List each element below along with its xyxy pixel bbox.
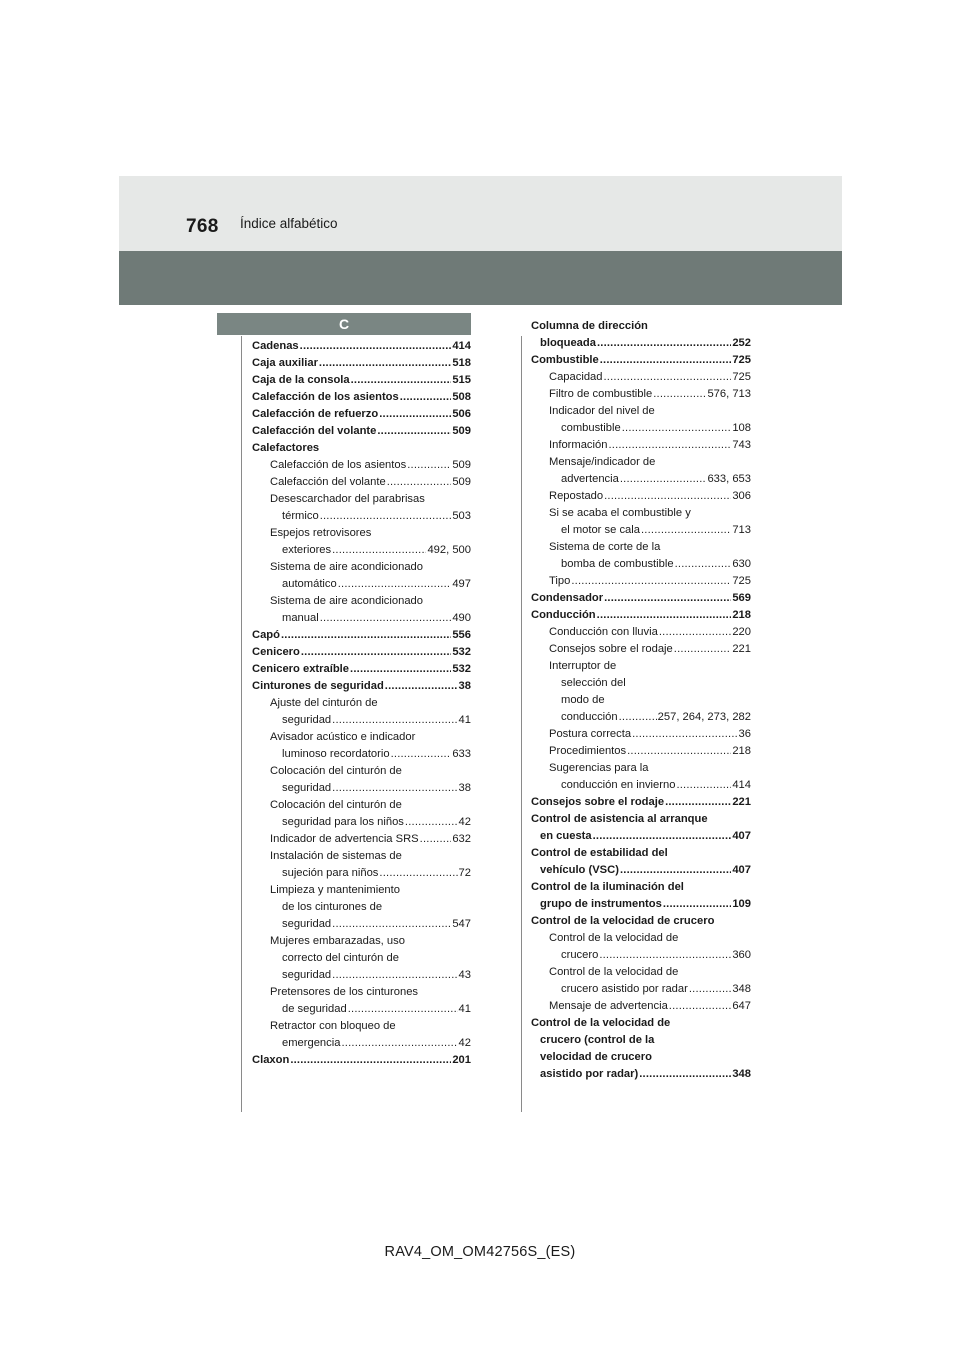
index-entry-text: Mensaje/indicador de (549, 456, 656, 468)
index-entry-text: Si se acaba el combustible y (549, 507, 691, 519)
index-entry-text: Mujeres embarazadas, uso (270, 935, 405, 947)
dot-leader (387, 474, 452, 491)
index-entry (531, 1049, 751, 1066)
index-entry-text: Control de la velocidad de crucero (531, 915, 715, 927)
index-entry-page: 43 (458, 969, 471, 981)
index-entry-page: 569 (732, 592, 751, 604)
index-entry (252, 508, 471, 525)
index-entry-page: 492, 500 (427, 544, 471, 556)
dot-leader (689, 981, 731, 998)
index-entry-text: Calefacción del volante (270, 476, 386, 488)
index-entry-page: 41 (458, 1003, 471, 1015)
index-entry-text: Claxon (252, 1054, 290, 1066)
index-entry-page: 743 (732, 439, 751, 451)
index-entry-text: Caja de la consola (252, 374, 350, 386)
index-entry-text: Calefacción de los asientos (252, 391, 399, 403)
dot-leader (669, 998, 732, 1015)
dot-leader (627, 743, 731, 760)
page-number: 768 (186, 216, 219, 237)
index-entry-text: Cinturones de seguridad (252, 680, 384, 692)
index-entry-text: Interruptor de (549, 660, 617, 672)
index-letter-tab: C (217, 313, 471, 335)
index-entry-page: 497 (452, 578, 471, 590)
dot-leader (593, 828, 732, 845)
dot-leader (300, 338, 452, 355)
index-entry (531, 573, 751, 590)
dot-leader (332, 712, 457, 729)
index-entry-page: 515 (452, 374, 471, 386)
index-entry-page: 42 (458, 1037, 471, 1049)
index-entry-text: Consejos sobre el rodaje (549, 643, 673, 655)
index-entry-text: emergencia (282, 1037, 341, 1049)
index-entry-page: 647 (732, 1000, 751, 1012)
index-entry (531, 420, 751, 437)
index-entry-page: 633, 653 (707, 473, 751, 485)
index-entry-page: 725 (732, 575, 751, 587)
dot-leader (351, 372, 452, 389)
index-entry-text: seguridad (282, 969, 332, 981)
index-entry (531, 981, 751, 998)
index-entry-text: térmico (282, 510, 319, 522)
index-entry-text: seguridad (282, 714, 332, 726)
index-entry (252, 865, 471, 882)
index-entry-page: 509 (452, 425, 471, 437)
dot-leader (405, 814, 458, 831)
index-entry-text: Tipo (549, 575, 571, 587)
index-entry-text: conducción (561, 711, 618, 723)
index-entry-text: automático (282, 578, 337, 590)
index-entry (531, 454, 751, 471)
index-entry-page: 713 (732, 524, 751, 536)
index-entry (531, 1015, 751, 1032)
dot-leader (608, 437, 731, 454)
index-entry (531, 964, 751, 981)
dot-leader (290, 1052, 451, 1069)
index-entry (531, 318, 751, 335)
dot-leader (600, 352, 732, 369)
dot-leader (604, 369, 732, 386)
index-entry (531, 556, 751, 573)
index-entry-text: bomba de combustible (561, 558, 674, 570)
index-entry (252, 372, 471, 389)
index-entry-page: 218 (732, 745, 751, 757)
index-entry-text: Columna de dirección (531, 320, 648, 332)
index-entry-page: 633 (452, 748, 471, 760)
index-entry-text: seguridad (282, 918, 332, 930)
dot-leader (320, 508, 452, 525)
index-entry (252, 457, 471, 474)
index-entry-text: luminoso recordatorio (282, 748, 390, 760)
index-entry-text: Mensaje de advertencia (549, 1000, 668, 1012)
index-entry-page: 632 (452, 833, 471, 845)
index-entry-text: Control de la velocidad de (549, 932, 679, 944)
index-entry-text: Indicador de advertencia SRS (270, 833, 419, 845)
index-entry (531, 641, 751, 658)
index-entry-text: el motor se cala (561, 524, 640, 536)
index-entry (252, 355, 471, 372)
index-entry-page: 509 (452, 459, 471, 471)
index-entry-page: 257, 264, 273, 282 (657, 711, 751, 723)
index-entry-text: seguridad para los niños (282, 816, 404, 828)
index-entry (252, 984, 471, 1001)
index-entry-text: grupo de instrumentos (540, 898, 662, 910)
index-entry-text: Espejos retrovisores (270, 527, 372, 539)
index-entry (531, 998, 751, 1015)
index-entry (531, 692, 751, 709)
dot-leader (604, 590, 731, 607)
dot-leader (641, 522, 731, 539)
dot-leader (400, 389, 452, 406)
index-entry (531, 726, 751, 743)
index-entry-page: 503 (452, 510, 471, 522)
dot-leader (665, 794, 731, 811)
column-divider-left (241, 336, 242, 1112)
index-entry-text: bloqueada (540, 337, 596, 349)
index-entry-text: Control de la velocidad de (531, 1017, 671, 1029)
index-entry (531, 488, 751, 505)
index-entry-page: 348 (732, 1068, 751, 1080)
dot-leader (281, 627, 451, 644)
index-entry (531, 930, 751, 947)
index-entry-text: modo de (561, 694, 605, 706)
index-entry (531, 828, 751, 845)
index-entry-page: 218 (732, 609, 751, 621)
index-entry-text: Ajuste del cinturón de (270, 697, 378, 709)
index-entry-text: Caja auxiliar (252, 357, 318, 369)
column-divider-right (521, 336, 522, 1112)
index-entry-text: advertencia (561, 473, 619, 485)
index-entry-text: Capó (252, 629, 280, 641)
index-entry-page: 108 (732, 422, 751, 434)
index-entry-text: seguridad (282, 782, 332, 794)
index-entry (252, 831, 471, 848)
dot-leader (341, 1035, 457, 1052)
index-entry-text: crucero (control de la (540, 1034, 655, 1046)
index-entry-page: 38 (458, 680, 471, 692)
dot-leader (319, 355, 451, 372)
index-entry (531, 403, 751, 420)
index-entry (252, 1052, 471, 1069)
index-entry-page: 506 (452, 408, 471, 420)
index-entry (531, 539, 751, 556)
index-entry-page: 508 (452, 391, 471, 403)
index-entry-text: Avisador acústico e indicador (270, 731, 416, 743)
index-entry-text: velocidad de crucero (540, 1051, 652, 1063)
dot-leader (338, 576, 452, 593)
dot-leader (348, 1001, 458, 1018)
index-entry-page: 407 (732, 830, 751, 842)
index-entry (252, 797, 471, 814)
index-entry (252, 916, 471, 933)
dot-leader (379, 865, 457, 882)
index-entry-text: conducción en invierno (561, 779, 676, 791)
dot-leader (639, 1066, 731, 1083)
dot-leader (332, 542, 426, 559)
dot-leader (676, 777, 731, 794)
index-entry-text: Pretensores de los cinturones (270, 986, 419, 998)
index-entry-text: Sugerencias para la (549, 762, 649, 774)
index-entry (531, 352, 751, 369)
index-entry (252, 1001, 471, 1018)
index-entry-text: crucero (561, 949, 599, 961)
index-entry-page: 72 (458, 867, 471, 879)
index-entry (252, 899, 471, 916)
index-entry (531, 590, 751, 607)
index-entry (252, 780, 471, 797)
index-entry (531, 607, 751, 624)
index-entry (252, 848, 471, 865)
index-entry-page: 41 (458, 714, 471, 726)
index-entry-page: 306 (732, 490, 751, 502)
index-entry (531, 675, 751, 692)
index-entry (531, 743, 751, 760)
index-entry (252, 627, 471, 644)
index-entry (531, 811, 751, 828)
index-entry-page: 532 (452, 663, 471, 675)
index-entry-page: 414 (452, 340, 471, 352)
index-entry (531, 947, 751, 964)
index-entry-page: 556 (452, 629, 471, 641)
dot-leader (597, 607, 732, 624)
index-entry (252, 389, 471, 406)
index-entry-page: 221 (732, 796, 751, 808)
dot-leader (620, 471, 707, 488)
index-entry (531, 777, 751, 794)
dot-leader (571, 573, 731, 590)
dot-leader (301, 644, 451, 661)
index-entry-text: vehículo (VSC) (540, 864, 619, 876)
index-entry (531, 709, 751, 726)
index-entry-text: Limpieza y mantenimiento (270, 884, 400, 896)
footer-code: RAV4_OM_OM42756S_(ES) (384, 1244, 576, 1260)
index-entry-text: Conducción con lluvia (549, 626, 658, 638)
index-entry (531, 658, 751, 675)
index-entry (252, 559, 471, 576)
index-entry-text: Control de la velocidad de (549, 966, 679, 978)
index-entry (531, 335, 751, 352)
index-entry (252, 661, 471, 678)
index-entry-text: selección del (561, 677, 626, 689)
index-entry (252, 933, 471, 950)
index-entry-text: sujeción para niños (282, 867, 379, 879)
index-entry (531, 522, 751, 539)
index-entry-text: Cenicero (252, 646, 300, 658)
index-entry-text: Control de asistencia al arranque (531, 813, 708, 825)
index-entry-page: 490 (452, 612, 471, 624)
index-entry (531, 1066, 751, 1083)
dot-leader (332, 780, 457, 797)
index-entry-text: Cadenas (252, 340, 299, 352)
dot-leader (659, 624, 731, 641)
dot-leader (675, 556, 732, 573)
index-entry (252, 695, 471, 712)
dot-leader (619, 709, 657, 726)
dot-leader (599, 947, 731, 964)
index-entry (531, 437, 751, 454)
dot-leader (622, 420, 732, 437)
index-entry-page: 42 (458, 816, 471, 828)
index-entry-text: de seguridad (282, 1003, 347, 1015)
index-entry-page: 518 (452, 357, 471, 369)
index-entry (531, 505, 751, 522)
index-entry (531, 624, 751, 641)
index-entry (531, 845, 751, 862)
index-entry (252, 542, 471, 559)
dot-leader (632, 726, 737, 743)
index-entry (252, 712, 471, 729)
index-entry (252, 814, 471, 831)
index-entry-page: 36 (738, 728, 751, 740)
index-entry-text: Retractor con bloqueo de (270, 1020, 396, 1032)
section-title: Índice alfabético (240, 216, 338, 231)
index-entry-text: Sistema de corte de la (549, 541, 661, 553)
index-entry-text: Sistema de aire acondicionado (270, 561, 423, 573)
index-entry-text: Filtro de combustible (549, 388, 653, 400)
index-entry (252, 576, 471, 593)
index-entry-text: Postura correcta (549, 728, 632, 740)
index-entry-text: Instalación de sistemas de (270, 850, 402, 862)
index-entry-page: 38 (458, 782, 471, 794)
index-entry (252, 474, 471, 491)
index-column-left (252, 338, 471, 1069)
index-entry (531, 879, 751, 896)
index-entry-text: Combustible (531, 354, 599, 366)
index-entry-page: 252 (732, 337, 751, 349)
index-entry-page: 630 (732, 558, 751, 570)
dot-leader (350, 661, 451, 678)
index-entry-page: 725 (732, 371, 751, 383)
index-entry-page: 360 (732, 949, 751, 961)
index-entry-text: Sistema de aire acondicionado (270, 595, 423, 607)
index-entry (252, 950, 471, 967)
index-entry-text: Control de la iluminación del (531, 881, 684, 893)
dot-leader (391, 746, 452, 763)
index-entry-text: Consejos sobre el rodaje (531, 796, 665, 808)
index-entry (252, 440, 471, 457)
dot-leader (377, 423, 451, 440)
index-entry-text: Desescarchador del parabrisas (270, 493, 425, 505)
index-entry (252, 729, 471, 746)
index-entry-text: Condensador (531, 592, 604, 604)
dot-leader (597, 335, 731, 352)
index-entry (252, 491, 471, 508)
index-entry-text: Cenicero extraíble (252, 663, 350, 675)
dot-leader (379, 406, 451, 423)
index-entry-text: en cuesta (540, 830, 592, 842)
index-entry (531, 1032, 751, 1049)
dot-leader (332, 916, 451, 933)
index-entry (252, 406, 471, 423)
index-entry-text: correcto del cinturón de (282, 952, 399, 964)
index-entry-text: exteriores (282, 544, 332, 556)
index-entry-page: 532 (452, 646, 471, 658)
index-entry-page: 109 (732, 898, 751, 910)
index-entry (252, 967, 471, 984)
index-entry-text: Repostado (549, 490, 604, 502)
index-entry-page: 547 (452, 918, 471, 930)
index-entry-text: combustible (561, 422, 621, 434)
index-entry (531, 896, 751, 913)
index-entry (531, 369, 751, 386)
index-entry (531, 913, 751, 930)
index-entry (531, 794, 751, 811)
index-entry (252, 423, 471, 440)
index-entry (252, 610, 471, 627)
index-entry (252, 746, 471, 763)
index-entry-text: Calefacción de los asientos (270, 459, 407, 471)
dot-leader (674, 641, 732, 658)
dot-leader (620, 862, 731, 879)
index-entry-page: 348 (732, 983, 751, 995)
index-entry-text: Calefacción de refuerzo (252, 408, 379, 420)
index-entry (531, 862, 751, 879)
index-entry-text: Procedimientos (549, 745, 627, 757)
index-entry-page: 509 (452, 476, 471, 488)
index-entry (252, 1018, 471, 1035)
index-entry-text: Control de estabilidad del (531, 847, 668, 859)
dot-leader (332, 967, 457, 984)
dot-leader (407, 457, 451, 474)
index-entry-page: 407 (732, 864, 751, 876)
dot-leader (663, 896, 732, 913)
index-entry (531, 386, 751, 403)
index-entry-page: 220 (732, 626, 751, 638)
index-entry (252, 1035, 471, 1052)
dot-leader (604, 488, 731, 505)
index-entry-page: 221 (732, 643, 751, 655)
index-entry-text: Calefacción del volante (252, 425, 377, 437)
index-entry-text: asistido por radar) (540, 1068, 639, 1080)
index-entry (252, 882, 471, 899)
index-column-right (531, 318, 751, 1083)
index-entry-text: Indicador del nivel de (549, 405, 655, 417)
index-entry (252, 338, 471, 355)
index-entry-text: manual (282, 612, 319, 624)
dot-leader (320, 610, 452, 627)
dot-leader (653, 386, 706, 403)
index-entry (252, 593, 471, 610)
header-dark-bar (119, 251, 842, 305)
index-entry (531, 760, 751, 777)
index-entry-text: Información (549, 439, 608, 451)
index-entry-text: Capacidad (549, 371, 603, 383)
index-entry-page: 201 (452, 1054, 471, 1066)
index-entry-text: Calefactores (252, 442, 320, 454)
index-entry (252, 763, 471, 780)
index-entry (252, 525, 471, 542)
index-entry-page: 725 (732, 354, 751, 366)
index-entry (252, 644, 471, 661)
index-entry-text: Conducción (531, 609, 596, 621)
index-entry-text: crucero asistido por radar (561, 983, 688, 995)
index-entry-text: Colocación del cinturón de (270, 799, 402, 811)
index-entry (531, 471, 751, 488)
index-entry (252, 678, 471, 695)
index-entry-text: Colocación del cinturón de (270, 765, 402, 777)
index-entry-page: 414 (732, 779, 751, 791)
index-entry-text: de los cinturones de (282, 901, 383, 913)
dot-leader (420, 831, 452, 848)
index-entry-page: 576, 713 (707, 388, 751, 400)
dot-leader (385, 678, 458, 695)
